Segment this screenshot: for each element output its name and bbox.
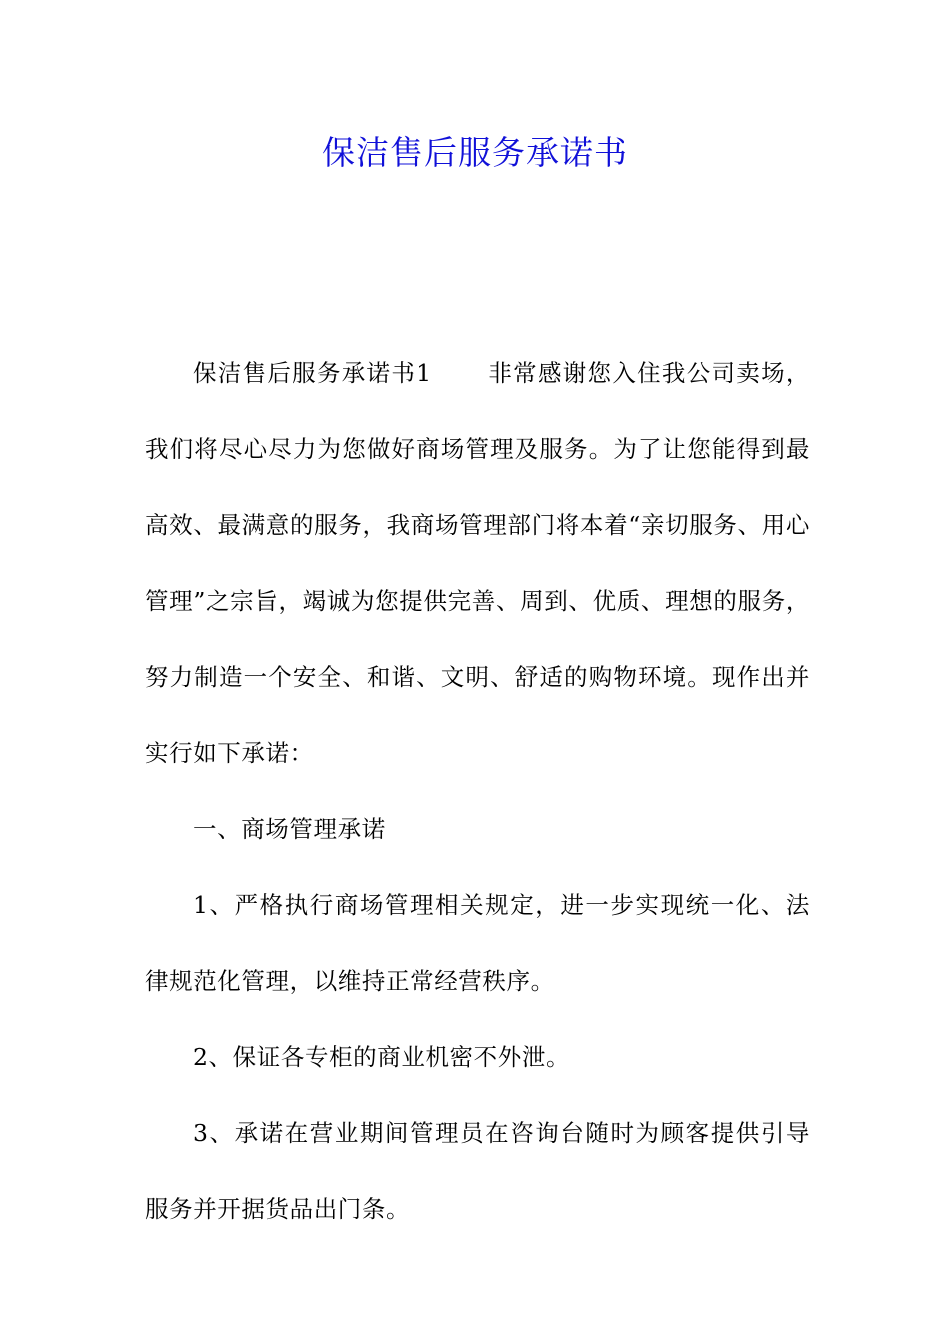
list-item-2: 2、保证各专柜的商业机密不外泄。 bbox=[193, 1043, 571, 1071]
document-body bbox=[145, 335, 810, 1247]
list-item-1: 1、严格执行商场管理相关规定，进一步实现统一化、法律规范化管理，以维持正常经营秩序。 bbox=[145, 891, 810, 995]
list-item-3: 3、承诺在营业期间管理员在咨询台随时为顾客提供引导服务并开据货品出门条。 bbox=[145, 1119, 810, 1223]
intro-heading: 保洁售后服务承诺书1 bbox=[193, 359, 432, 387]
document-title: 保洁售后服务承诺书 bbox=[322, 133, 628, 172]
intro-paragraph bbox=[145, 335, 810, 791]
intro-text: 非常感谢您入住我公司卖场，我们将尽心尽力为您做好商场管理及服务。为了让您能得到最高效、最满意的服务，我商场管理部门将本着“亲切服务、用心管理”之宗旨，竭诚为您提供完善、周到、优质、理想的服务，努力制造一个安全、和谐、文明、舒适的购物环境。现作出并实行如下承诺： bbox=[145, 359, 810, 767]
section-heading: 一、商场管理承诺 bbox=[193, 815, 386, 843]
